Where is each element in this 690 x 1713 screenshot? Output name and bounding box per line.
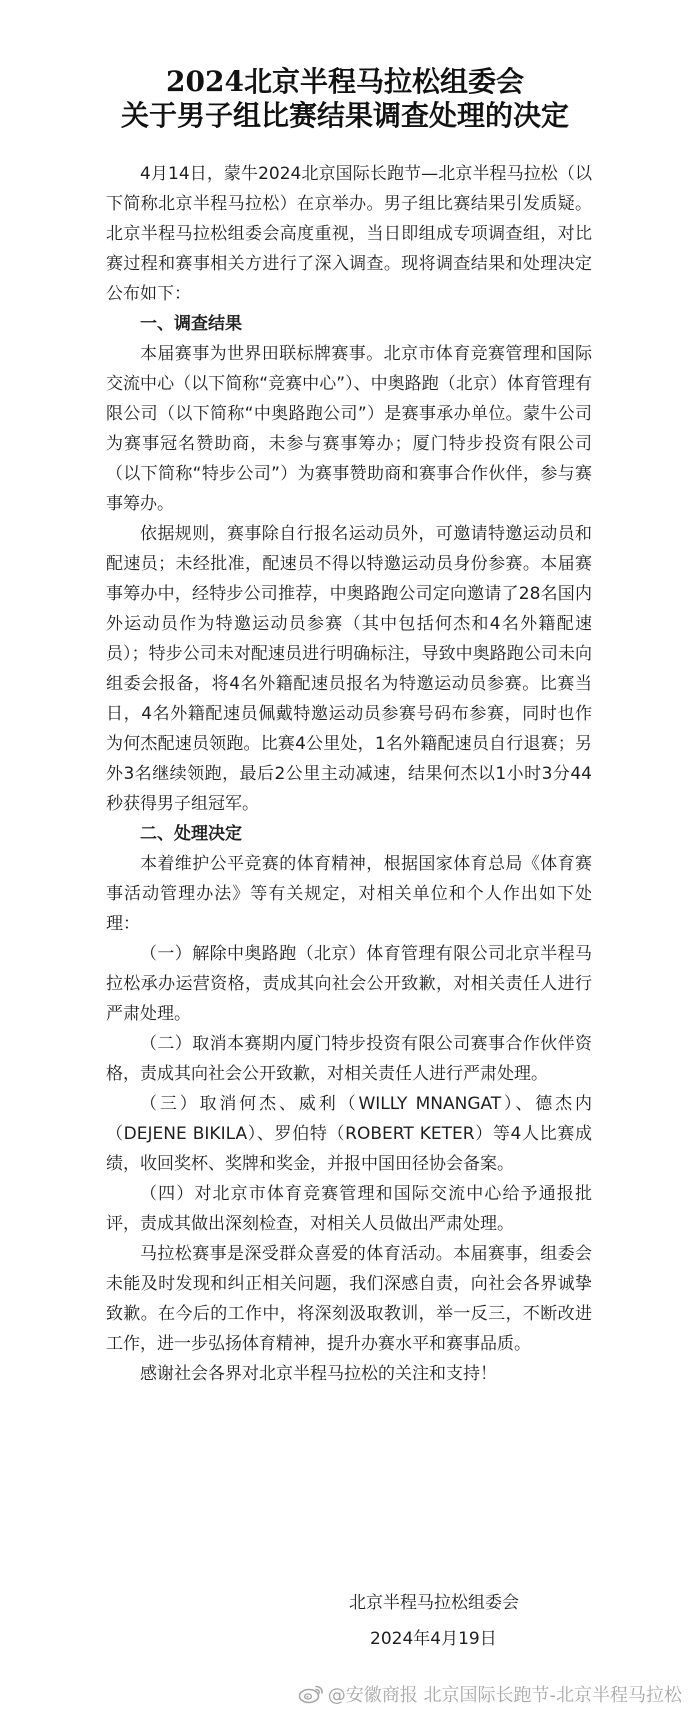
decision-item-2: （二）取消本赛期内厦门特步投资有限公司赛事合作伙伴资格，责成其向社会公开致歉，对相关责任人进行严肃处理。 [106,1034,592,1084]
decision-item-4: （四）对北京市体育竞赛管理和国际交流中心给予通报批评，责成其做出深刻检查，对相关人员做出严肃处理。 [106,1184,592,1234]
decision-item-3: （三）取消何杰、威利（WILLY MNANGAT）、德杰内（DEJENE BIKILA）、罗伯特（ROBERT KETER）等4人比赛成绩，收回奖杯、奖牌和奖金，并报中国田径协会备案。 [106,1094,592,1174]
decision-item-1: （一）解除中奥路跑（北京）体育管理有限公司北京半程马拉松承办运营资格，责成其向社会公开致歉，对相关责任人进行严肃处理。 [106,944,592,1024]
decision-intro-paragraph: 本着维护公平竞赛的体育精神，根据国家体育总局《体育赛事活动管理办法》等有关规定，对相关单位和个人作出如下处理： [106,854,592,934]
signature-date: 2024年4月19日 [370,1629,497,1649]
document-title-line-1: 2024北京半程马拉松组委会 [166,65,524,98]
watermark-text: @安徽商报 北京国际长跑节-北京半程马拉松 [327,1685,682,1706]
section-heading-decision: 二、处理决定 [140,824,242,844]
section-heading-investigation: 一、调查结果 [140,314,242,334]
document-title-line-2: 关于男子组比赛结果调查处理的决定 [120,99,569,132]
intro-paragraph: 4月14日，蒙牛2024北京国际长跑节—北京半程马拉松（以下简称北京半程马拉松）在京举办。男子组比赛结果引发质疑。北京半程马拉松组委会高度重视，当日即组成专项调查组，对比赛过程和赛事相关方进行了深入调查。现将调查结果和处理决定公布如下： [106,164,592,304]
thanks-paragraph: 感谢社会各界对北京半程马拉松的关注和支持！ [140,1364,497,1384]
investigation-paragraph-1: 本届赛事为世界田联标牌赛事。北京市体育竞赛管理和国际交流中心（以下简称“竞赛中心”）、中奥路跑（北京）体育管理有限公司（以下简称“中奥路跑公司”）是赛事承办单位。蒙牛公司为赛事冠名赞助商，未参与赛事筹办；厦门特步投资有限公司（以下简称“特步公司”）为赛事赞助商和赛事合作伙伴，参与赛事筹办。 [106,344,592,514]
closing-paragraph: 马拉松赛事是深受群众喜爱的体育活动。本届赛事，组委会未能及时发现和纠正相关问题，我们深感自责，向社会各界诚挚致歉。在今后的工作中，将深刻汲取教训，举一反三，不断改进工作，进一步弘扬体育精神，提升办赛水平和赛事品质。 [106,1244,592,1354]
weibo-icon [298,1684,324,1704]
investigation-paragraph-2: 依据规则，赛事除自行报名运动员外，可邀请特邀运动员和配速员；未经批准，配速员不得以特邀运动员身份参赛。本届赛事筹办中，经特步公司推荐，中奥路跑公司定向邀请了28名国内外运动员作为特邀运动员参赛（其中包括何杰和4名外籍配速员）；特步公司未对配速员进行明确标注，导致中奥路跑公司未向组委会报备，将4名外籍配速员报名为特邀运动员参赛。比赛当日，4名外籍配速员佩戴特邀运动员参赛号码布参赛，同时也作为何杰配速员领跑。比赛4公里处，1名外籍配速员自行退赛；另外3名继续领跑，最后2公里主动减速，结果何杰以1小时3分44秒获得男子组冠军。 [106,524,592,814]
document-body [106,159,592,1389]
watermark [298,1681,682,1707]
signature-organization: 北京半程马拉松组委会 [349,1593,519,1613]
